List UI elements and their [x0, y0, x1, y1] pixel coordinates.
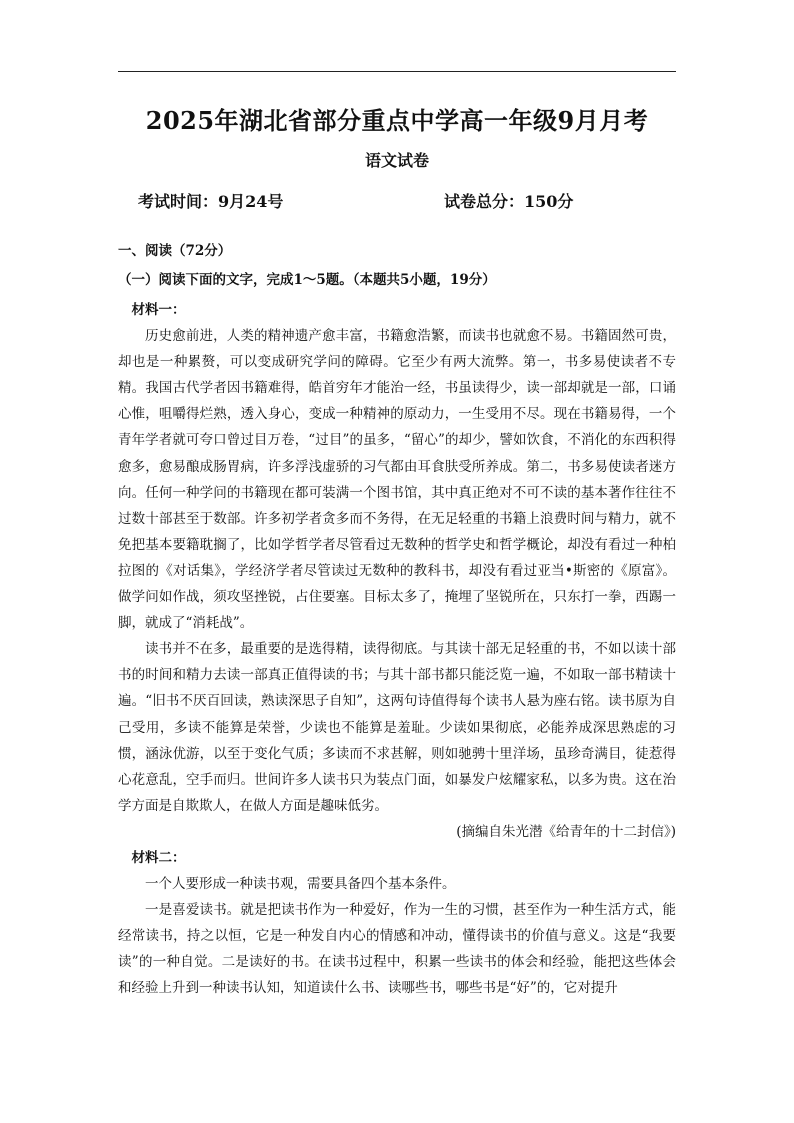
- material1-source: (摘编自朱光潜《给青年的十二封信》): [456, 823, 676, 840]
- material1-label: 材料一：: [131, 302, 186, 318]
- material2-label: 材料二：: [131, 849, 186, 866]
- section-subheading: （一）阅读下面的文字，完成1～5题。（本题共5小题，19分）: [118, 272, 496, 288]
- total-score: 试卷总分：150分: [444, 192, 574, 211]
- exam-subtitle: 语文试卷: [364, 151, 429, 170]
- header-rule: [118, 71, 676, 72]
- exam-title: 2025年湖北省部分重点中学高一年级9月月考: [145, 106, 649, 135]
- material1-paragraph: 历史愈前进，人类的精神遗产愈丰富，书籍愈浩繁，而读书也就愈不易。书籍固然可贵，却也是一种累赘，可以变成研究学问的障碍。它至少有两大流弊。第一，书多易使读者不专精。我国古代学者因书籍难得，皓首穷年才能治一经，书虽读得少，读一部却就是一部，口诵心惟，咀嚼得烂熟，透入身心，变成一种精神的原动力，一生受用不尽。现在书籍易得，一个青年学者就可夸口曾过目万卷，“过目”的虽多，“留心”的却少，譬如饮食，不消化的东西积得愈多，愈易酿成肠胃病，许多浮浅虚骄的习气都由耳食肤受所养成。第二，书多易使读者迷方向。任何一种学问的书籍现在都可装满一个图书馆，其中真正绝对不可不读的基本著作往往不过数十部甚至于数部。许多初学者贪多而不务得，在无足轻重的书籍上浪费时间与精力，就不免把基本要籍耽搁了，比如学哲学者尽管看过无数种的哲学史和哲学概论，却没有看过一种柏拉图的《对话集》，学经济学者尽管读过无数种的教科书，却没有看过亚当•斯密的《原富》。做学问如作战，须攻坚挫锐，占住要塞。目标太多了，掩埋了坚锐所在，只东打一拳，西踢一脚，就成了“消耗战”。: [118, 328, 676, 632]
- material2-paragraph: 一是喜爱读书。就是把读书作为一种爱好，作为一生的习惯，甚至作为一种生活方式，能经常读书，持之以恒，它是一种发自内心的情感和冲动，懂得读书的价值与意义。这是“我要读”的一种自觉。二是读好的书。在读书过程中，积累一些读书的体会和经验，能把这些体会和经验上升到一种读书认知，知道读什么书、读哪些书，哪些书是“好”的，它对提升: [118, 902, 676, 997]
- exam-time: 考试时间：9月24号: [138, 192, 284, 211]
- material1-paragraph: 读书并不在多，最重要的是选得精，读得彻底。与其读十部无足轻重的书，不如以读十部书的时间和精力去读一部真正值得读的书；与其十部书都只能泛览一遍，不如取一部书精读十遍。“旧书不厌百回读，熟读深思子自知”，这两句诗值得每个读书人悬为座右铭。读书原为自己受用，多读不能算是荣誉，少读也不能算是羞耻。少读如果彻底，必能养成深思熟虑的习惯，涵泳优游，以至于变化气质；多读而不求甚解，则如驰骋十里洋场，虽珍奇满目，徒惹得心花意乱，空手而归。世间许多人读书只为装点门面，如暴发户炫耀家私，以多为贵。这在治学方面是自欺欺人，在做人方面是趣味低劣。: [118, 641, 676, 814]
- reading-body: [118, 297, 676, 1002]
- section-heading: 一、阅读（72分）: [118, 243, 232, 259]
- material2-paragraph: 一个人要形成一种读书观，需要具备四个基本条件。: [145, 876, 456, 893]
